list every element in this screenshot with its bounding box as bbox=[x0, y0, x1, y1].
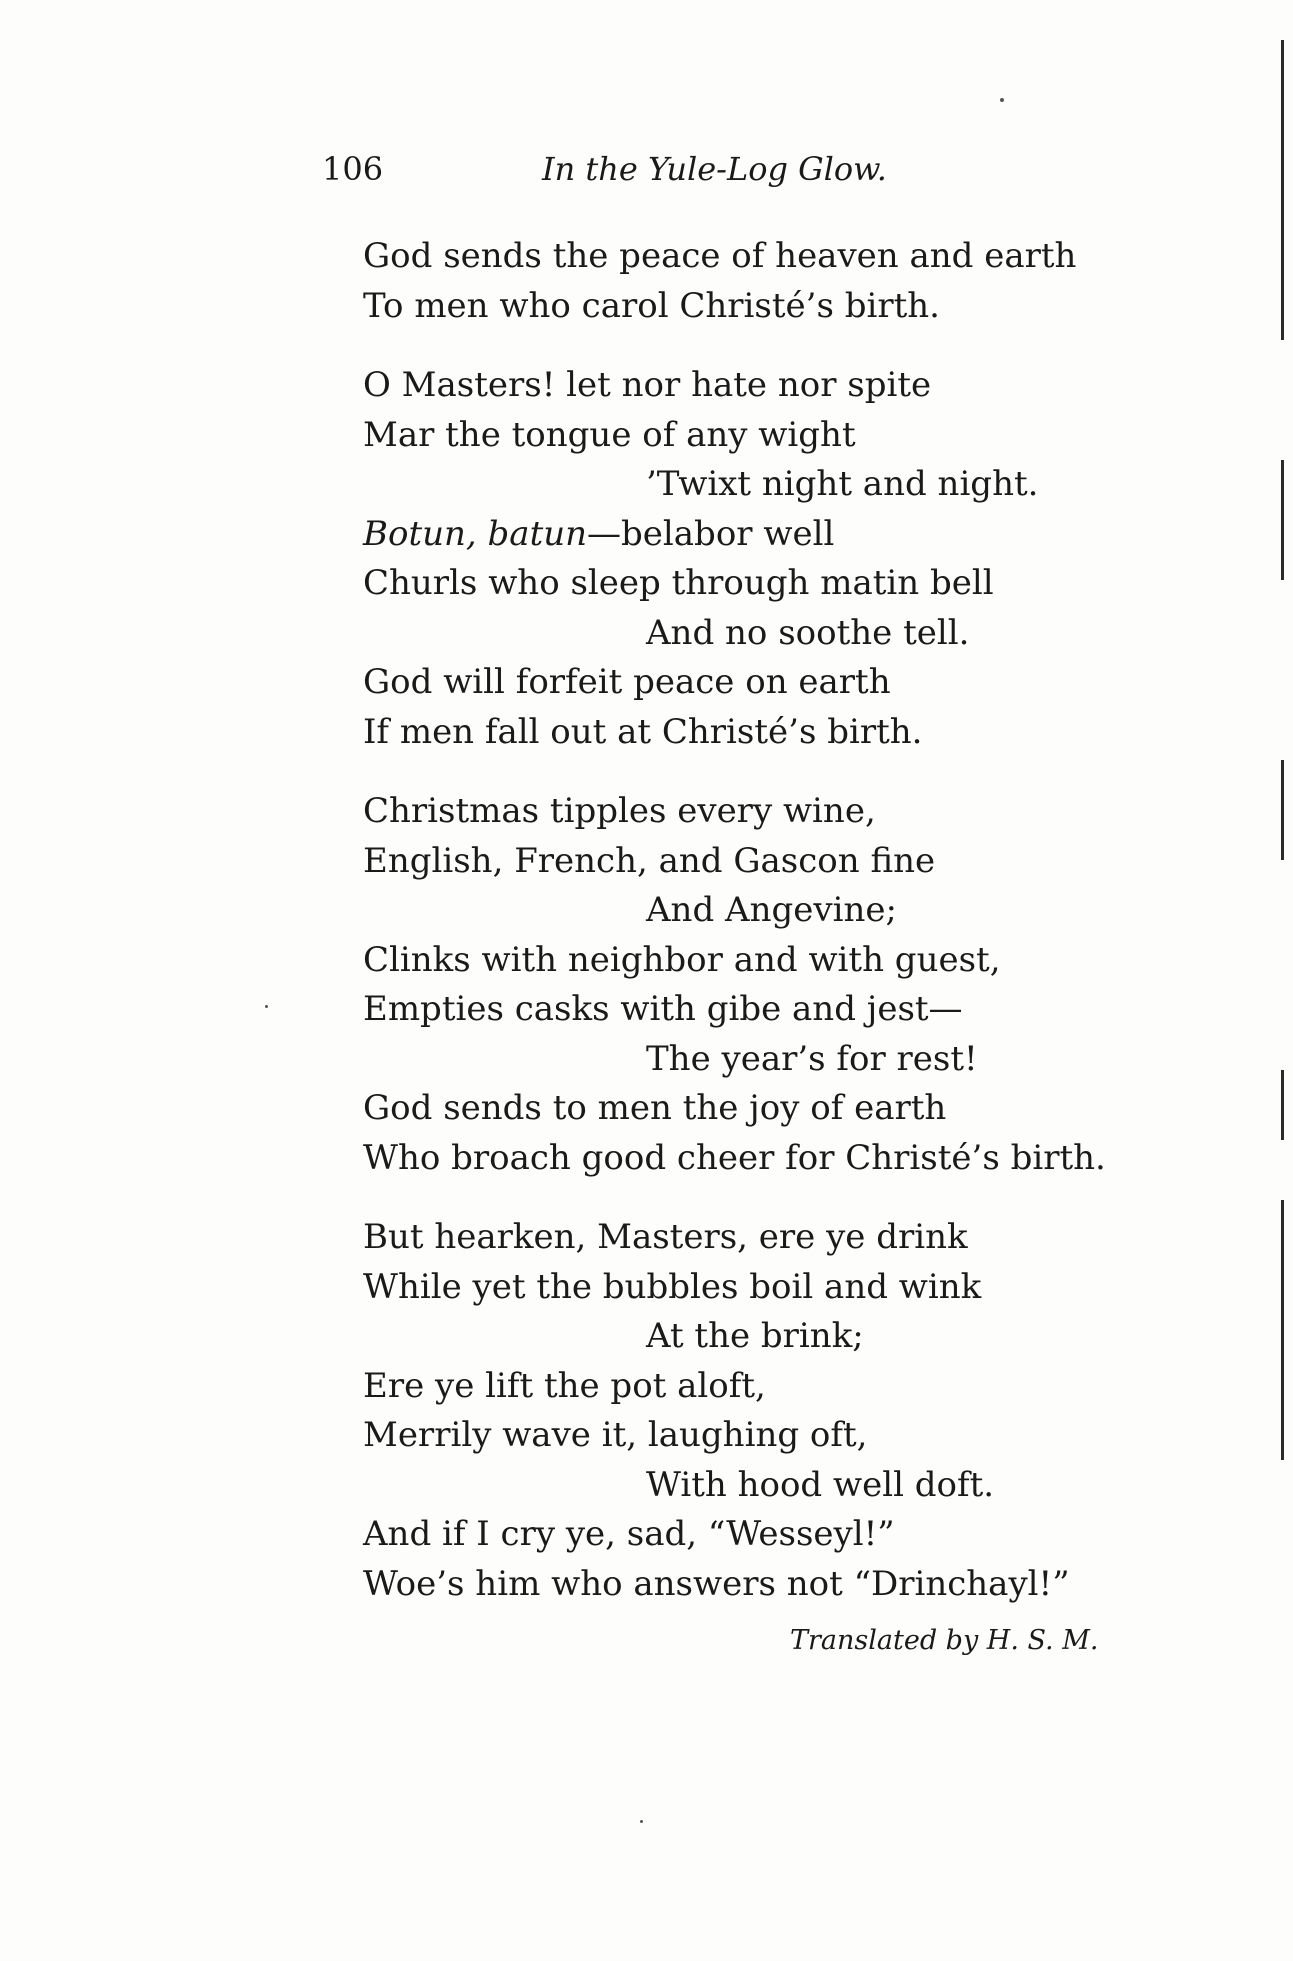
poem bbox=[363, 232, 1243, 1639]
poem-line: God sends the peace of heaven and earth bbox=[363, 236, 1077, 276]
poem-line: Churls who sleep through matin bell bbox=[363, 563, 994, 603]
scan-edge-line bbox=[1281, 40, 1284, 340]
poem-line: God will forfeit peace on earth bbox=[363, 662, 891, 702]
poem-line: And if I cry ye, sad, “Wesseyl!” bbox=[363, 1514, 895, 1554]
italic-phrase: Botun, batun bbox=[363, 513, 588, 554]
poem-line: Empties casks with gibe and jest— bbox=[363, 989, 963, 1029]
stanza bbox=[363, 787, 1243, 1183]
poem-line: God sends to men the joy of earth bbox=[363, 1088, 947, 1128]
poem-line bbox=[363, 510, 1243, 560]
scan-speck bbox=[640, 1820, 643, 1823]
poem-line: If men fall out at Christé’s birth. bbox=[363, 711, 923, 752]
stanza bbox=[363, 1213, 1243, 1609]
poem-line-refrain: ’Twixt night and night. bbox=[646, 464, 1039, 504]
translator-attribution: Translated by H. S. M. bbox=[790, 1625, 1099, 1656]
poem-line-text: —belabor well bbox=[587, 513, 835, 554]
poem-line: Who broach good cheer for Christé’s birth. bbox=[363, 1137, 1106, 1178]
poem-line: Woe’s him who answers not “Drinchayl!” bbox=[363, 1563, 1070, 1604]
scan-edge-line bbox=[1281, 1070, 1284, 1140]
scan-speck bbox=[265, 1005, 268, 1008]
poem-line: English, French, and Gascon fine bbox=[363, 840, 936, 881]
scan-edge-line bbox=[1281, 760, 1284, 860]
poem-line: To men who carol Christé’s birth. bbox=[363, 285, 940, 326]
stanza bbox=[363, 232, 1243, 331]
poem-line-refrain: And no soothe tell. bbox=[646, 612, 970, 653]
scan-edge-line bbox=[1281, 460, 1284, 580]
page-number: 106 bbox=[322, 150, 384, 188]
scan-speck bbox=[1000, 98, 1004, 102]
poem-line: Ere ye lift the pot aloft, bbox=[363, 1365, 766, 1406]
page-header bbox=[322, 150, 962, 194]
running-title: In the Yule-Log Glow. bbox=[542, 150, 887, 188]
poem-line: But hearken, Masters, ere ye drink bbox=[363, 1217, 968, 1257]
poem-line-refrain: With hood well doft. bbox=[646, 1464, 995, 1505]
stanza bbox=[363, 361, 1243, 757]
poem-line: O Masters! let nor hate nor spite bbox=[363, 365, 932, 405]
poem-line: Clinks with neighbor and with guest, bbox=[363, 939, 1001, 980]
poem-line: Mar the tongue of any wight bbox=[363, 414, 856, 455]
poem-line: While yet the bubbles boil and wink bbox=[363, 1266, 982, 1307]
poem-line-refrain: The year’s for rest! bbox=[646, 1038, 978, 1079]
poem-line: Christmas tipples every wine, bbox=[363, 791, 876, 831]
poem-line-refrain: And Angevine; bbox=[646, 890, 897, 930]
poem-line: Merrily wave it, laughing oft, bbox=[363, 1415, 868, 1455]
poem-line-refrain: At the brink; bbox=[646, 1316, 864, 1356]
scan-edge-line bbox=[1281, 1200, 1284, 1460]
